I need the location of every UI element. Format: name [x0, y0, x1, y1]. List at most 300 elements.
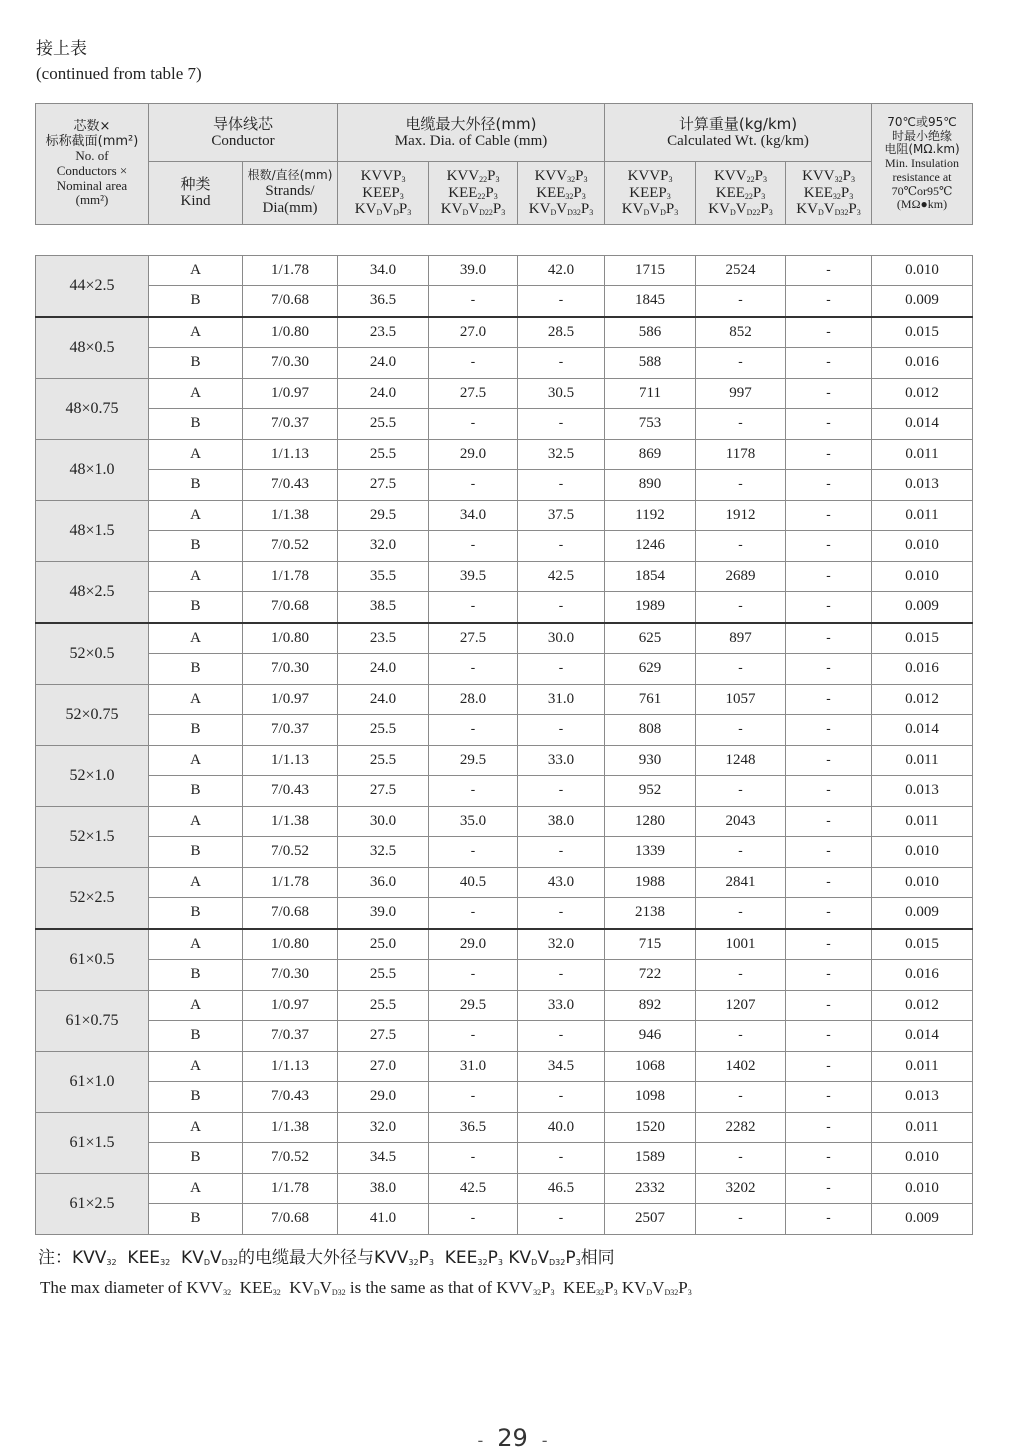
table-row [36, 806, 973, 837]
table-cell: 0.011 [872, 439, 973, 470]
table-cell: 34.0 [338, 255, 429, 286]
header-dia-kvv22p3: $KVV_{22}P_3$ $KEE_{22}P_3$ $KV_DV_{D22}P_3$ [429, 162, 518, 225]
table-cell: - [786, 990, 872, 1021]
table-row [36, 255, 973, 286]
table-cell: - [696, 348, 786, 379]
table-cell: - [429, 837, 518, 868]
table-cell: - [696, 654, 786, 685]
table-cell: 7/0.30 [243, 960, 338, 991]
table-cell: 0.016 [872, 654, 973, 685]
table-cell: 25.0 [338, 929, 429, 960]
table-row [36, 837, 973, 868]
table-cell: - [696, 286, 786, 317]
table-row [36, 1051, 973, 1082]
table-cell: 1178 [696, 439, 786, 470]
table-cell: 42.5 [429, 1173, 518, 1204]
table-cell: - [518, 286, 605, 317]
table-cell: - [518, 348, 605, 379]
table-cell: - [786, 409, 872, 440]
table-cell: 7/0.52 [243, 531, 338, 562]
table-cell: - [429, 531, 518, 562]
table-cell: 0.015 [872, 317, 973, 348]
table-cell: - [786, 776, 872, 807]
table-cell: 38.5 [338, 592, 429, 623]
table-cell: A [149, 623, 243, 654]
table-row [36, 776, 973, 807]
table-row [36, 531, 973, 562]
table-cell: - [786, 286, 872, 317]
table-cell: 34.5 [338, 1143, 429, 1174]
size-cell: 48×1.5 [36, 500, 149, 561]
table-row [36, 715, 973, 746]
table-cell: 29.0 [338, 1082, 429, 1113]
table-cell: 29.5 [429, 990, 518, 1021]
table-cell: - [696, 1021, 786, 1052]
header-wt-kvv22p3: $KVV_{22}P_3$ $KEE_{22}P_3$ $KV_DV_{D22}P_3$ [696, 162, 786, 225]
table-cell: - [429, 1204, 518, 1235]
table-row [36, 317, 973, 348]
table-cell: - [518, 715, 605, 746]
table-cell: 0.011 [872, 1051, 973, 1082]
table-cell: 1248 [696, 745, 786, 776]
table-cell: 1/1.13 [243, 1051, 338, 1082]
table-row [36, 623, 973, 654]
table-cell: - [429, 776, 518, 807]
table-cell: A [149, 806, 243, 837]
header-strands: 根数/直径(mm) Strands/ Dia(mm) [243, 162, 338, 225]
table-cell: - [518, 409, 605, 440]
table-cell: 7/0.37 [243, 409, 338, 440]
table-cell: - [786, 837, 872, 868]
size-cell: 52×1.5 [36, 806, 149, 867]
size-cell: 52×2.5 [36, 867, 149, 929]
table-cell: 32.5 [518, 439, 605, 470]
table-cell: 27.5 [338, 1021, 429, 1052]
table-cell: 29.5 [429, 745, 518, 776]
table-cell: 946 [605, 1021, 696, 1052]
table-cell: - [786, 439, 872, 470]
size-cell: 52×0.5 [36, 623, 149, 685]
table-cell: - [786, 1051, 872, 1082]
table-cell: - [518, 960, 605, 991]
size-cell: 48×1.0 [36, 439, 149, 500]
table-cell: 625 [605, 623, 696, 654]
header-cores: 芯数× 标称截面(mm²) No. of Conductors × Nominal area (mm²) [36, 104, 149, 225]
table-cell: 0.011 [872, 806, 973, 837]
table-cell: - [786, 1173, 872, 1204]
table-cell: 0.010 [872, 837, 973, 868]
table-cell: 32.0 [338, 1112, 429, 1143]
table-cell: 7/0.37 [243, 1021, 338, 1052]
table-cell: 31.0 [518, 684, 605, 715]
table-cell: 1246 [605, 531, 696, 562]
table-cell: B [149, 592, 243, 623]
table-row [36, 1021, 973, 1052]
header-wt-kvvp3: $KVVP_3$ $KEEP_3$ $KV_DV_DP_3$ [605, 162, 696, 225]
table-cell: 42.5 [518, 561, 605, 592]
table-cell: 7/0.43 [243, 776, 338, 807]
table-cell: 0.010 [872, 561, 973, 592]
table-cell: 25.5 [338, 409, 429, 440]
table-cell: 7/0.43 [243, 470, 338, 501]
table-cell: - [518, 898, 605, 929]
table-cell: 35.5 [338, 561, 429, 592]
table-cell: - [429, 409, 518, 440]
table-cell: 1/1.78 [243, 1173, 338, 1204]
table-cell: 1207 [696, 990, 786, 1021]
table-cell: 1/1.78 [243, 561, 338, 592]
table-cell: B [149, 348, 243, 379]
table-cell: B [149, 715, 243, 746]
table-cell: 2138 [605, 898, 696, 929]
table-cell: A [149, 867, 243, 898]
table-cell: 41.0 [338, 1204, 429, 1235]
size-cell: 44×2.5 [36, 255, 149, 317]
table-cell: 808 [605, 715, 696, 746]
table-cell: 1/0.80 [243, 623, 338, 654]
table-cell: 1520 [605, 1112, 696, 1143]
table-cell: 7/0.30 [243, 348, 338, 379]
table-cell: - [518, 531, 605, 562]
table-cell: - [786, 1204, 872, 1235]
table-cell: 1/0.80 [243, 317, 338, 348]
table-cell: 1/0.97 [243, 378, 338, 409]
table-cell: 36.5 [429, 1112, 518, 1143]
table-cell: A [149, 439, 243, 470]
table-cell: 1/1.78 [243, 867, 338, 898]
table-cell: - [429, 592, 518, 623]
table-cell: B [149, 837, 243, 868]
table-row [36, 745, 973, 776]
table-cell: 36.5 [338, 286, 429, 317]
table-cell: 38.0 [338, 1173, 429, 1204]
table-cell: - [429, 1143, 518, 1174]
table-cell: 36.0 [338, 867, 429, 898]
size-cell: 61×0.5 [36, 929, 149, 991]
table-cell: 892 [605, 990, 696, 1021]
table-cell: 0.010 [872, 531, 973, 562]
table-cell: - [696, 1082, 786, 1113]
table-cell: - [518, 1204, 605, 1235]
table-cell: 1280 [605, 806, 696, 837]
table-cell: 7/0.52 [243, 837, 338, 868]
table-cell: A [149, 255, 243, 286]
table-cell: A [149, 1112, 243, 1143]
table-cell: 0.016 [872, 348, 973, 379]
cable-spec-table [35, 103, 973, 1235]
table-cell: - [786, 1021, 872, 1052]
table-row [36, 867, 973, 898]
table-cell: A [149, 561, 243, 592]
table-cell: - [786, 348, 872, 379]
table-cell: - [696, 531, 786, 562]
table-cell: 33.0 [518, 990, 605, 1021]
table-cell: 1989 [605, 592, 696, 623]
table-cell: 0.009 [872, 898, 973, 929]
table-cell: 0.010 [872, 1143, 973, 1174]
table-cell: A [149, 378, 243, 409]
table-cell: 1988 [605, 867, 696, 898]
table-cell: - [696, 898, 786, 929]
table-cell: - [518, 776, 605, 807]
table-row [36, 1082, 973, 1113]
table-cell: 27.5 [338, 776, 429, 807]
table-cell: - [786, 654, 872, 685]
table-cell: - [786, 867, 872, 898]
note-en: The max diameter of $KVV_{32}$ $KEE_{32}$ $KV_DV_{D32}$ is the same as that of $KVV_{32}P_3$ $KEE_{32}P_3$ $KV_DV_{D32}P_3$ [40, 1278, 692, 1297]
header-kind: 种类 Kind [149, 162, 243, 225]
table-cell: 28.5 [518, 317, 605, 348]
table-cell: 753 [605, 409, 696, 440]
table-row [36, 960, 973, 991]
table-cell: - [429, 960, 518, 991]
table-cell: - [429, 286, 518, 317]
table-cell: 1/1.38 [243, 806, 338, 837]
header-max-dia: 电缆最大外径(mm) Max. Dia. of Cable (mm) [338, 104, 605, 162]
table-cell: - [518, 837, 605, 868]
table-cell: - [786, 898, 872, 929]
table-cell: B [149, 470, 243, 501]
table-cell: - [429, 654, 518, 685]
table-row [36, 378, 973, 409]
table-row [36, 561, 973, 592]
table-cell: 27.5 [429, 378, 518, 409]
table-cell: 952 [605, 776, 696, 807]
table-cell: 711 [605, 378, 696, 409]
table-cell: 588 [605, 348, 696, 379]
table-cell: 32.0 [518, 929, 605, 960]
table-cell: 0.011 [872, 1112, 973, 1143]
size-cell: 52×0.75 [36, 684, 149, 745]
table-cell: 38.0 [518, 806, 605, 837]
table-cell: - [696, 409, 786, 440]
table-header [36, 104, 973, 225]
table-cell: - [786, 317, 872, 348]
header-dia-kvvp3: $KVVP_3$ $KEEP_3$ $KV_DV_DP_3$ [338, 162, 429, 225]
table-cell: 0.015 [872, 623, 973, 654]
table-cell: 2841 [696, 867, 786, 898]
table-row [36, 500, 973, 531]
header-wt-kvv32p3: $KVV_{32}P_3$ $KEE_{32}P_3$ $KV_DV_{D32}P_3$ [786, 162, 872, 225]
table-body [36, 225, 973, 1235]
table-cell: 1854 [605, 561, 696, 592]
table-cell: 629 [605, 654, 696, 685]
table-cell: 29.5 [338, 500, 429, 531]
table-cell: 0.014 [872, 409, 973, 440]
table-cell: 1402 [696, 1051, 786, 1082]
size-cell: 48×0.75 [36, 378, 149, 439]
table-cell: 27.0 [338, 1051, 429, 1082]
table-cell: 0.009 [872, 1204, 973, 1235]
table-cell: 39.0 [429, 255, 518, 286]
table-cell: 0.009 [872, 286, 973, 317]
size-cell: 52×1.0 [36, 745, 149, 806]
table-cell: 29.0 [429, 929, 518, 960]
table-cell: - [786, 745, 872, 776]
size-cell: 61×0.75 [36, 990, 149, 1051]
header-conductor: 导体线芯 Conductor [149, 104, 338, 162]
table-cell: B [149, 1082, 243, 1113]
table-cell: - [786, 623, 872, 654]
table-cell: 7/0.37 [243, 715, 338, 746]
table-cell: 24.0 [338, 378, 429, 409]
table-cell: 25.5 [338, 960, 429, 991]
table-cell: - [696, 837, 786, 868]
table-cell: B [149, 409, 243, 440]
table-cell: A [149, 317, 243, 348]
table-cell: - [429, 1021, 518, 1052]
table-cell: - [429, 470, 518, 501]
table-cell: 761 [605, 684, 696, 715]
table-cell: 30.0 [338, 806, 429, 837]
table-cell: - [518, 654, 605, 685]
table-cell: 2689 [696, 561, 786, 592]
table-row [36, 654, 973, 685]
table-cell: 1589 [605, 1143, 696, 1174]
table-cell: - [786, 1112, 872, 1143]
table-cell: - [786, 561, 872, 592]
table-cell: 0.013 [872, 1082, 973, 1113]
table-cell: 7/0.43 [243, 1082, 338, 1113]
table-cell: - [518, 1082, 605, 1113]
table-cell: 586 [605, 317, 696, 348]
table-cell: - [696, 592, 786, 623]
table-cell: - [786, 592, 872, 623]
table-cell: 0.016 [872, 960, 973, 991]
table-cell: B [149, 286, 243, 317]
table-cell: 32.5 [338, 837, 429, 868]
continued-label-cn: 接上表 [36, 39, 87, 59]
table-cell: - [429, 348, 518, 379]
table-cell: - [518, 470, 605, 501]
table-cell: 42.0 [518, 255, 605, 286]
table-cell: A [149, 990, 243, 1021]
table-cell: 0.012 [872, 684, 973, 715]
table-cell: - [786, 500, 872, 531]
table-cell: 7/0.68 [243, 286, 338, 317]
table-cell: B [149, 654, 243, 685]
table-cell: 1/1.78 [243, 255, 338, 286]
table-cell: 35.0 [429, 806, 518, 837]
table-cell: 25.5 [338, 715, 429, 746]
table-cell: - [786, 531, 872, 562]
table-cell: 0.013 [872, 470, 973, 501]
size-cell: 48×0.5 [36, 317, 149, 379]
table-cell: 852 [696, 317, 786, 348]
table-cell: - [786, 929, 872, 960]
table-cell: - [786, 715, 872, 746]
size-cell: 61×1.0 [36, 1051, 149, 1112]
table-cell: 2282 [696, 1112, 786, 1143]
table-cell: 31.0 [429, 1051, 518, 1082]
table-cell: 32.0 [338, 531, 429, 562]
table-cell: 30.0 [518, 623, 605, 654]
table-cell: - [518, 592, 605, 623]
size-cell: 48×2.5 [36, 561, 149, 623]
table-cell: 24.0 [338, 654, 429, 685]
table-row [36, 286, 973, 317]
table-row [36, 990, 973, 1021]
continued-label-en: (continued from table 7) [36, 64, 202, 83]
table-cell: - [696, 1204, 786, 1235]
table-cell: 0.011 [872, 500, 973, 531]
table-cell: 37.5 [518, 500, 605, 531]
table-row [36, 929, 973, 960]
table-cell: 2524 [696, 255, 786, 286]
size-cell: 61×1.5 [36, 1112, 149, 1173]
table-cell: - [786, 806, 872, 837]
table-cell: 29.0 [429, 439, 518, 470]
table-cell: 869 [605, 439, 696, 470]
table-cell: 0.010 [872, 255, 973, 286]
table-cell: 39.5 [429, 561, 518, 592]
table-cell: 40.5 [429, 867, 518, 898]
table-cell: A [149, 745, 243, 776]
table-cell: 997 [696, 378, 786, 409]
table-row [36, 439, 973, 470]
table-cell: 1057 [696, 684, 786, 715]
table-cell: A [149, 684, 243, 715]
header-insulation: 70℃或95℃ 时最小绝缘 电阻(MΩ.km) Min. Insulation resistance at 70℃or95℃ (MΩ●km) [872, 104, 973, 225]
table-cell: 34.0 [429, 500, 518, 531]
table-cell: 1/1.13 [243, 439, 338, 470]
table-cell: - [786, 470, 872, 501]
table-cell: 0.010 [872, 1173, 973, 1204]
table-cell: 1068 [605, 1051, 696, 1082]
table-cell: 897 [696, 623, 786, 654]
table-cell: 25.5 [338, 439, 429, 470]
table-cell: 30.5 [518, 378, 605, 409]
table-cell: 890 [605, 470, 696, 501]
table-cell: 722 [605, 960, 696, 991]
table-cell: B [149, 1204, 243, 1235]
table-cell: - [696, 776, 786, 807]
table-cell: 0.012 [872, 378, 973, 409]
table-cell: 0.012 [872, 990, 973, 1021]
table-cell: 7/0.68 [243, 898, 338, 929]
table-cell: B [149, 1143, 243, 1174]
table-row [36, 1173, 973, 1204]
table-cell: 0.014 [872, 1021, 973, 1052]
table-cell: 1/0.80 [243, 929, 338, 960]
table-cell: - [786, 1143, 872, 1174]
table-row [36, 470, 973, 501]
table-cell: 1912 [696, 500, 786, 531]
table-row [36, 684, 973, 715]
table-cell: 1/1.38 [243, 1112, 338, 1143]
table-cell: 0.009 [872, 592, 973, 623]
table-cell: 1192 [605, 500, 696, 531]
table-cell: 1/1.38 [243, 500, 338, 531]
table-cell: - [518, 1143, 605, 1174]
table-cell: 7/0.68 [243, 592, 338, 623]
table-cell: B [149, 531, 243, 562]
table-cell: - [696, 470, 786, 501]
table-cell: 0.011 [872, 745, 973, 776]
table-cell: 930 [605, 745, 696, 776]
table-cell: 0.013 [872, 776, 973, 807]
table-cell: - [786, 1082, 872, 1113]
table-cell: 0.015 [872, 929, 973, 960]
table-row [36, 348, 973, 379]
table-cell: - [429, 715, 518, 746]
table-cell: 27.5 [338, 470, 429, 501]
table-cell: - [786, 255, 872, 286]
note-cn: 注：$KVV_{32}$ $KEE_{32}$ $KV_DV_{D32}$的电缆最大外径与$KVV_{32}P_3$ $KEE_{32}P_3$ $KV_DV_{D32}P_3$相同 [38, 1248, 615, 1268]
table-cell: A [149, 929, 243, 960]
table-cell: 2043 [696, 806, 786, 837]
table-row [36, 592, 973, 623]
